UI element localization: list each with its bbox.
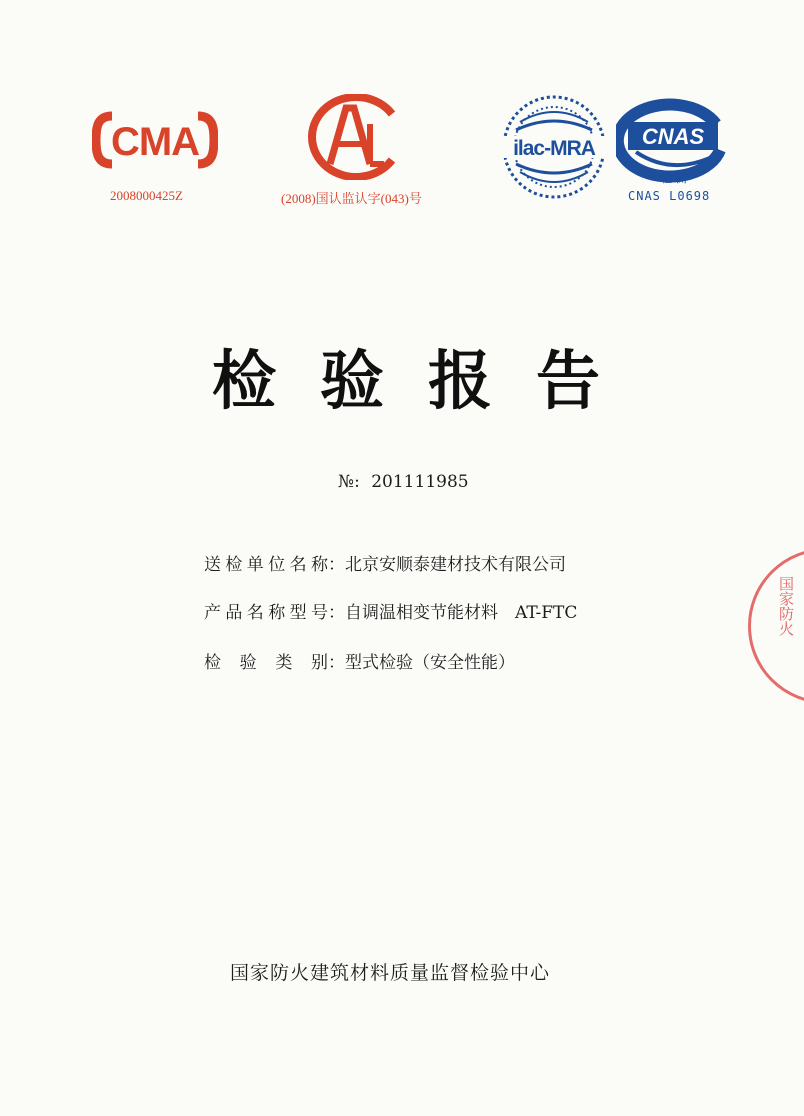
report-number-label: №: bbox=[338, 472, 360, 492]
field-product-value: 自调温相变节能材料 AT-FTC bbox=[345, 603, 578, 623]
cnas-logo bbox=[616, 94, 728, 184]
cma-logo bbox=[92, 108, 218, 172]
cma-number: 2008000425Z bbox=[110, 188, 183, 203]
ilac-mark-text: ilac-MRA bbox=[513, 137, 595, 160]
field-test-type-label: 检验类别 bbox=[204, 653, 328, 673]
ilac-mra-logo bbox=[498, 92, 610, 202]
report-number-value: 201111985 bbox=[371, 472, 469, 492]
cnas-mark-text: CNAS bbox=[641, 124, 705, 149]
cal-mark-icon bbox=[300, 94, 410, 180]
cal-mark-text: CAL bbox=[353, 178, 357, 179]
report-number bbox=[338, 472, 469, 492]
field-separator: ： bbox=[328, 555, 345, 575]
field-client bbox=[204, 550, 566, 575]
field-product-label: 产品名称型号 bbox=[204, 603, 328, 623]
field-test-type bbox=[204, 648, 515, 673]
field-separator: ： bbox=[328, 603, 345, 623]
field-client-label: 送检单位名称 bbox=[204, 555, 328, 575]
cal-logo bbox=[300, 94, 410, 180]
report-title: 检验报告 bbox=[212, 345, 644, 419]
field-test-type-value: 型式检验（安全性能） bbox=[345, 653, 515, 673]
cma-mark-text: CMA bbox=[110, 120, 200, 164]
field-client-value: 北京安顺泰建材技术有限公司 bbox=[345, 555, 566, 575]
field-separator: ： bbox=[328, 653, 345, 673]
official-stamp-text: 国家防火 bbox=[777, 576, 795, 636]
cma-mark-icon bbox=[92, 108, 218, 172]
field-product bbox=[204, 598, 577, 623]
cal-number: (2008)国认监认字(043)号 bbox=[281, 191, 422, 206]
cnas-number: CNAS L0698 bbox=[628, 189, 711, 203]
cnas-mark-icon bbox=[616, 94, 728, 184]
issuing-organization: 国家防火建筑材料质量监督检验中心 bbox=[230, 962, 551, 984]
ilac-globe-icon bbox=[498, 92, 610, 202]
cnas-sub-label: 检 测 bbox=[661, 172, 687, 184]
